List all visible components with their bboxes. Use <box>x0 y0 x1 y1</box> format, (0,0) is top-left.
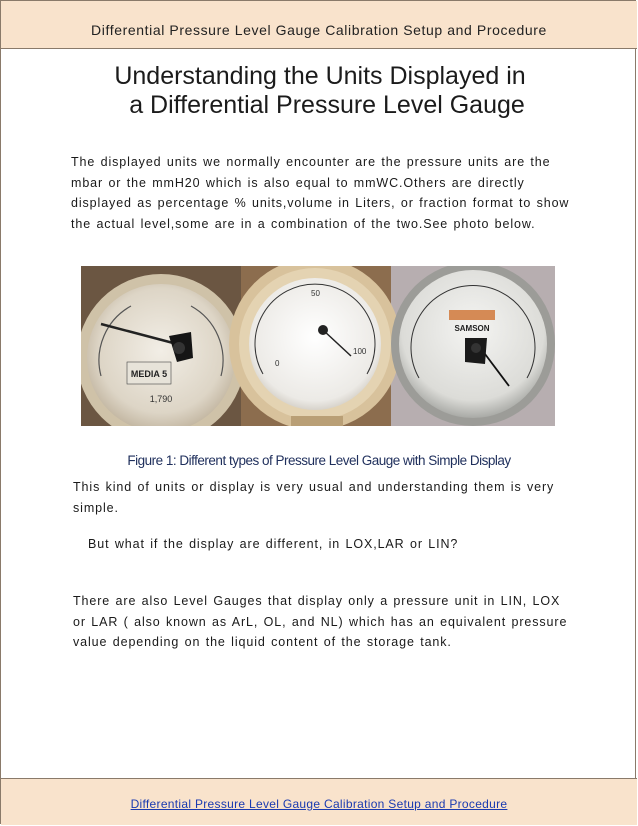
gauge2-mark-0: 0 <box>275 359 280 368</box>
gauge1-label: MEDIA 5 <box>130 369 168 379</box>
gauge3-brand: SAMSON <box>454 324 490 333</box>
footer-link[interactable]: Differential Pressure Level Gauge Calibration Setup and Procedure <box>130 797 508 811</box>
paragraph-level-gauges: There are also Level Gauges that display only a pressure unit in LIN, LOX or LAR ( also known as ArL, OL, and NL) which has an equivalent pressure value depending on the liquid content of the storage tank. <box>73 594 568 649</box>
gauge-photo-image <box>81 266 555 426</box>
gauge-middle <box>229 266 401 426</box>
gauge2-mark-50: 50 <box>311 289 320 298</box>
gauge-right <box>391 266 555 426</box>
title-line-2: a Differential Pressure Level Gauge <box>129 91 525 119</box>
document-title <box>40 62 600 120</box>
gauge-photo <box>81 266 555 426</box>
title-line-1: Understanding the Units Displayed in <box>114 62 526 90</box>
page-header <box>1 1 637 49</box>
gauge1-value: 1,790 <box>149 394 173 404</box>
paragraph-question: But what if the display are different, in LOX,LAR or LIN? <box>88 537 459 551</box>
gauge2-mark-100: 100 <box>353 347 367 356</box>
intro-paragraph: The displayed units we normally encounter are the pressure units are the mbar or the mmH20 which is also equal to mmWC.Others are directly displayed as percentage % units,volume in Liters, or fraction format to show the actual level,some are in a combination of the two.See photo below. <box>71 155 570 231</box>
header-title: Differential Pressure Level Gauge Calibration Setup and Procedure <box>91 22 547 38</box>
page-footer <box>1 778 637 825</box>
paragraph-simple-display: This kind of units or display is very usual and understanding them is very simple. <box>73 480 555 515</box>
figure-caption: Figure 1: Different types of Pressure Level Gauge with Simple Display <box>127 453 511 468</box>
